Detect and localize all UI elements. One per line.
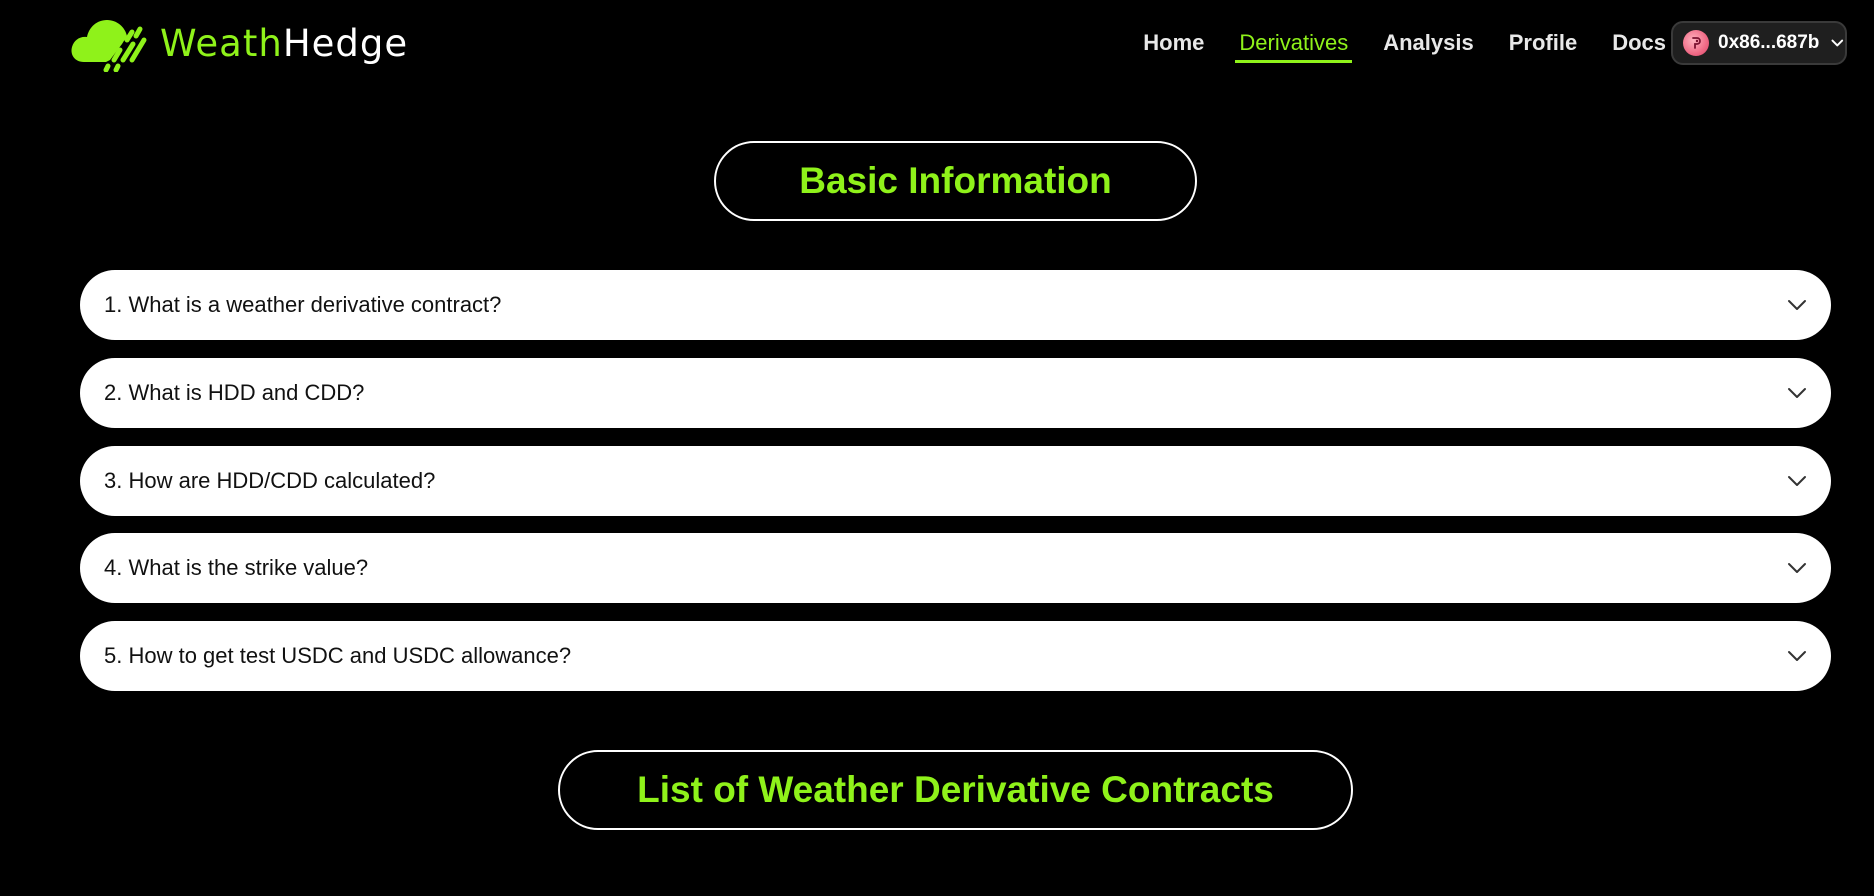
faq-item-2[interactable] xyxy=(80,358,1831,428)
chevron-down-icon xyxy=(1785,381,1809,405)
chevron-down-icon xyxy=(1785,556,1809,580)
chevron-down-icon xyxy=(1785,469,1809,493)
nav-derivatives[interactable]: Derivatives xyxy=(1235,28,1352,63)
brand-logo-link[interactable] xyxy=(70,14,408,72)
wallet-avatar-icon xyxy=(1683,30,1709,56)
nav-analysis[interactable]: Analysis xyxy=(1383,29,1474,55)
contracts-list-heading: List of Weather Derivative Contracts xyxy=(558,750,1353,830)
faq-question: 1. What is a weather derivative contract? xyxy=(104,292,502,317)
top-navigation-bar xyxy=(0,0,1874,90)
cloud-rain-icon xyxy=(70,14,152,72)
faq-question: 2. What is HDD and CDD? xyxy=(104,380,365,405)
faq-question: 3. How are HDD/CDD calculated? xyxy=(104,468,436,493)
chevron-down-icon xyxy=(1785,293,1809,317)
nav-docs[interactable]: Docs xyxy=(1612,29,1666,55)
faq-item-5[interactable] xyxy=(80,621,1831,691)
nav-profile[interactable]: Profile xyxy=(1508,29,1578,55)
main-nav xyxy=(1139,26,1670,64)
wallet-account-button[interactable] xyxy=(1671,21,1847,65)
faq-item-3[interactable] xyxy=(80,446,1831,516)
faq-question: 5. How to get test USDC and USDC allowance? xyxy=(104,643,572,668)
faq-item-4[interactable] xyxy=(80,533,1831,603)
nav-home[interactable]: Home xyxy=(1143,29,1205,55)
basic-information-heading: Basic Information xyxy=(714,141,1197,221)
wallet-address: 0x86...687b xyxy=(1718,32,1820,53)
brand-name: WeathHedge xyxy=(160,21,409,65)
chevron-down-icon xyxy=(1830,34,1845,52)
faq-question: 4. What is the strike value? xyxy=(104,555,369,580)
faq-item-1[interactable] xyxy=(80,270,1831,340)
chevron-down-icon xyxy=(1785,644,1809,668)
